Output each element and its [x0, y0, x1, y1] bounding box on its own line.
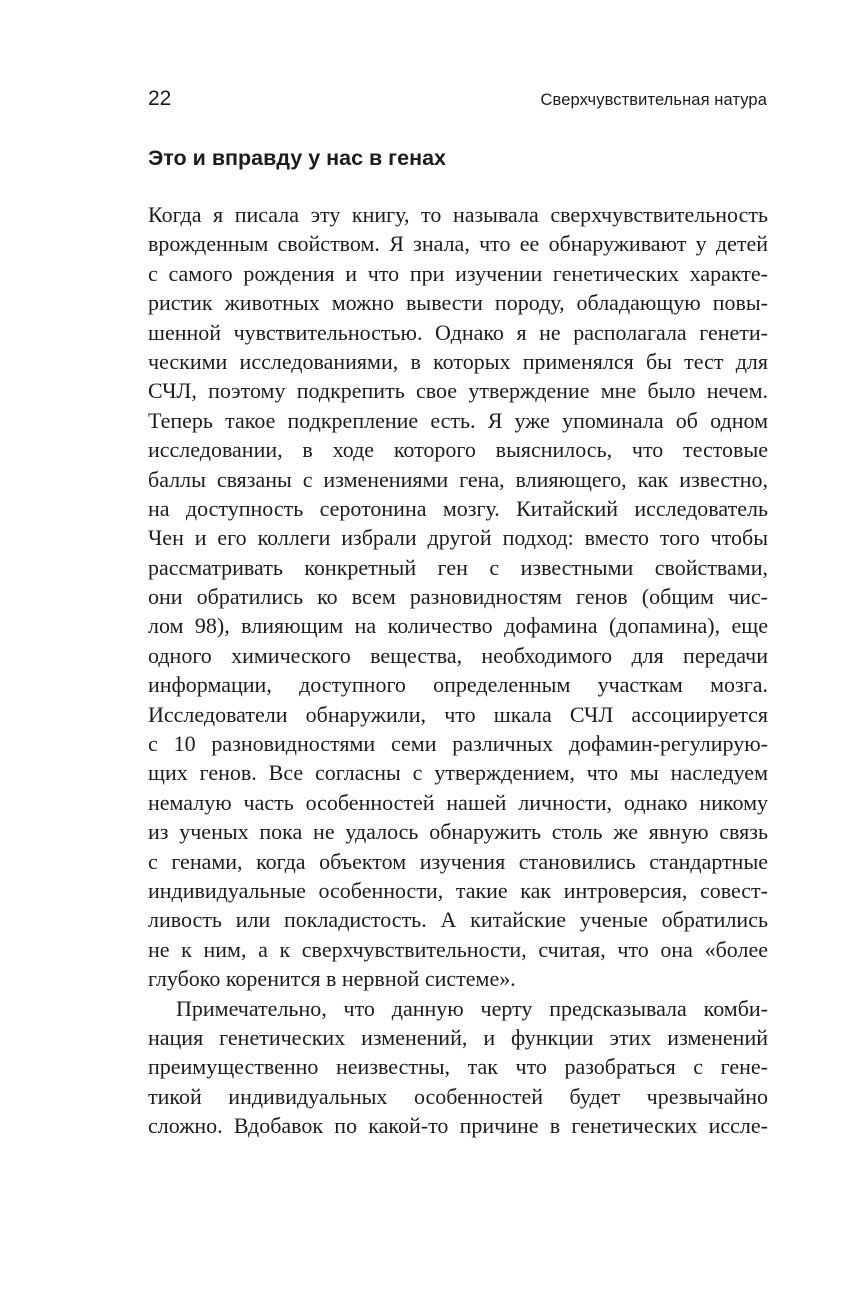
- text-line: Примечательно, что данную черту предсказывала комби-: [176, 995, 768, 1021]
- text-line: врожденным свойством. Я знала, что ее обнаруживают у детей: [148, 231, 768, 257]
- text-line: индивидуальные особенности, такие как интроверсия, совест-: [148, 877, 768, 903]
- text-line: тикой индивидуальных особенностей будет чрезвычайно: [148, 1083, 768, 1109]
- text-line: глубоко коренится в нервной системе».: [148, 966, 516, 992]
- text-line: преимущественно неизвестны, так что разобраться с гене-: [148, 1054, 768, 1080]
- text-line: на доступность серотонина мозгу. Китайский исследователь: [148, 495, 768, 521]
- text-line: с генами, когда объектом изучения становились стандартные: [148, 848, 768, 874]
- text-line: Теперь такое подкрепление есть. Я уже упоминала об одном: [148, 407, 768, 433]
- page-number: 22: [148, 87, 172, 110]
- text-line: исследовании, в ходе которого выяснилось, что тестовые: [148, 437, 768, 463]
- text-line: рассматривать конкретный ген с известными свойствами,: [148, 554, 768, 580]
- text-line: они обратились ко всем разновидностям генов (общим чис-: [148, 584, 768, 610]
- text-line: с 10 разновидностями семи различных дофамин-регулирую-: [148, 731, 768, 757]
- text-line: ливость или покладистость. А китайские ученые обратились: [148, 907, 768, 933]
- text-line: с самого рождения и что при изучении генетических характе-: [148, 260, 768, 286]
- text-line: сложно. Вдобавок по какой-то причине в генетических иссле-: [148, 1113, 768, 1139]
- text-line: лом 98), влияющим на количество дофамина (допамина), еще: [148, 613, 768, 639]
- text-line: Исследователи обнаружили, что шкала СЧЛ ассоциируется: [148, 701, 768, 727]
- section-title: Это и вправду у нас в генах: [148, 146, 446, 170]
- text-line: баллы связаны с изменениями гена, влияющего, как известно,: [148, 466, 768, 492]
- text-line: Чен и его коллеги избрали другой подход: вместо того чтобы: [148, 525, 768, 551]
- text-line: шенной чувствительностью. Однако я не располагала генети-: [148, 319, 768, 345]
- text-line: не к ним, а к сверхчувствительности, считая, что она «более: [148, 936, 768, 962]
- text-line: нация генетических изменений, и функции этих изменений: [148, 1024, 768, 1050]
- text-line: СЧЛ, поэтому подкрепить свое утверждение мне было нечем.: [148, 378, 768, 404]
- body-text: [148, 200, 768, 1141]
- text-line: из ученых пока не удалось обнаружить столь же явную связь: [148, 819, 768, 845]
- text-line: Когда я писала эту книгу, то называла сверхчувствительность: [148, 202, 768, 227]
- text-line: немалую часть особенностей нашей личности, однако никому: [148, 789, 768, 815]
- text-line: ристик животных можно вывести породу, обладающую повы-: [148, 290, 768, 316]
- text-line: ческими исследованиями, в которых применялся бы тест для: [148, 348, 768, 374]
- running-head-title: Сверхчувствительная натура: [540, 91, 767, 109]
- text-line: одного химического вещества, необходимого для передачи: [148, 642, 768, 668]
- text-line: щих генов. Все согласны с утверждением, что мы наследуем: [148, 760, 768, 786]
- text-line: информации, доступного определенным участкам мозга.: [148, 672, 768, 698]
